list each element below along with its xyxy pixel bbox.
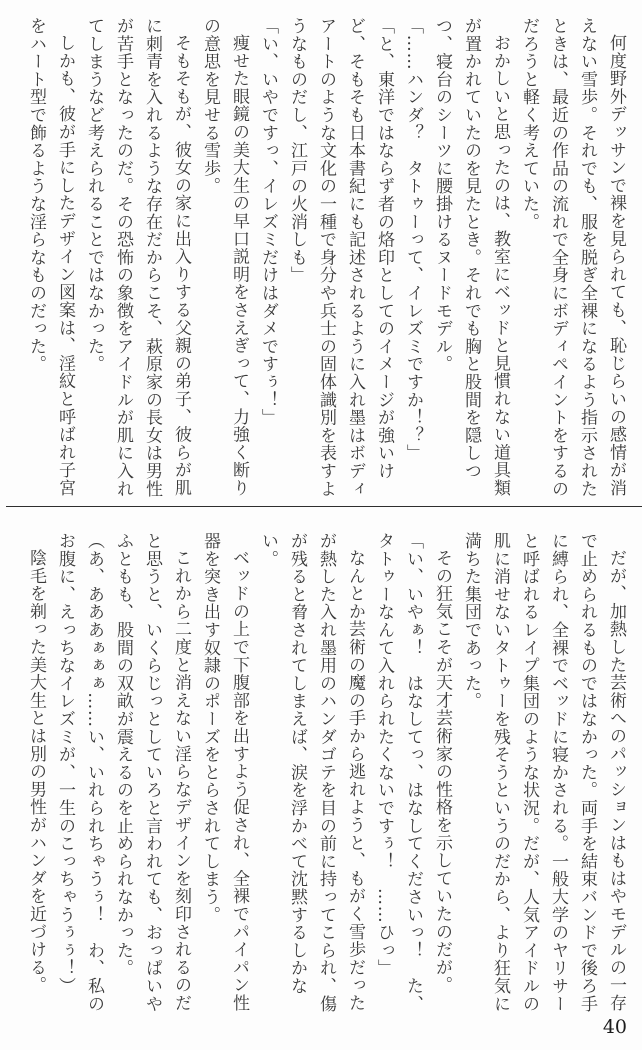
paragraph: 陰毛を剃った美大生とは別の男性がハンダを近づける。 (26, 549, 46, 994)
paragraph: 何度野外デッサンで裸を見られても、恥じらいの感情が消えない雪歩。それでも、服を脱ぎ全裸になるよう指示されたときは、最近の作品の流れで全身にボディペイントをするのだろうと軽く考えていた。 (519, 17, 626, 498)
paragraph: そもそもが、彼女の家に出入りする父親の弟子、彼らが肌に刺青を入れるような存在だからこそ、萩原家の長女は男性が苦手となったのだ。その恐怖の象徴をアイドルが肌に入れてしまうなど考えられることではなかった。 (84, 17, 191, 498)
paragraph: なんとか芸術の魔の手から逃れようと、もがく雪歩だったが熱した入れ墨用のハンダゴテを目の前に持ってこられ、傷が残ると脅されてしまえば、涙を浮かべて沈黙するしかない。 (258, 532, 365, 1013)
paragraph: しかも、彼が手にしたデザイン図案は、淫紋と呼ばれ子宮をハート型で飾るような淫らなものだった。 (26, 17, 75, 497)
scene-divider (6, 506, 642, 507)
dialogue-paragraph: 「い、いやぁ！ はなしてっ、はなしてくださいっ！ た、タトゥーなんて入れられたくないですぅ！ ……ひっ」 (374, 532, 423, 1013)
page-number: 40 (602, 1016, 627, 1038)
dialogue-paragraph: 「い、いやですっ、イレズミだけはダメですぅ！」 (258, 17, 278, 427)
paragraph: おかしいと思ったのは、教室にベッドと見慣れない道具類が置かれていたのを見たとき。それでも胸と股間を隠しつつ、寝台のシーツに腰掛けるヌードモデル。 (432, 17, 510, 497)
paragraph: だが、加熱した芸術へのパッションはもはやモデルの一存で止められるものではなかった。両手を結束バンドで後ろ手に縛られ、全裸でベッドに寝かされる。一般大学のヤリサーと呼ばれるレイプ集団のような状況。だが、人気アイドルの肌に消せないタトゥーを残そうというのだから、より狂気に満ちた集団であった。 (461, 532, 626, 1013)
thought-paragraph: （あ、あああぁぁぁ……い、いれられちゃうぅ！ わ、私のお腹に、えっちなイレズミが、一生のこっちゃうぅぅ！） (55, 532, 104, 1013)
bottom-text-block (21, 532, 630, 1015)
top-text-block (21, 17, 630, 500)
paragraph: ベッドの上で下腹部を出すよう促され、全裸でパイパン性器を突き出す奴隷のポーズをとらされてしまう。 (200, 532, 249, 1012)
dialogue-paragraph: 「……ハンダ？ タトゥーって、イレズミですか！？」 (403, 17, 423, 462)
paragraph: その狂気こそが天才芸術家の性格を示していたのだが。 (432, 549, 452, 994)
paragraph: 痩せた眼鏡の美大生の早口説明をさえぎって、力強く断りの意思を見せる雪歩。 (200, 17, 249, 497)
dialogue-paragraph: 「と、東洋ではならず者の烙印としてのイメージが強いけど、そもそも日本書紀にも記述されるように入れ墨はボディアートのような文化の一種で身分や兵士の固体識別を表すようなものだし、江戸の火消しも」 (287, 17, 394, 498)
paragraph: これから二度と消えない淫らなデザインを刻印されるのだと思うと、いくらじっとしていろと言われても、おっぱいやふともも、股間の双畝が震えるのを止められなかった。 (113, 532, 191, 1013)
